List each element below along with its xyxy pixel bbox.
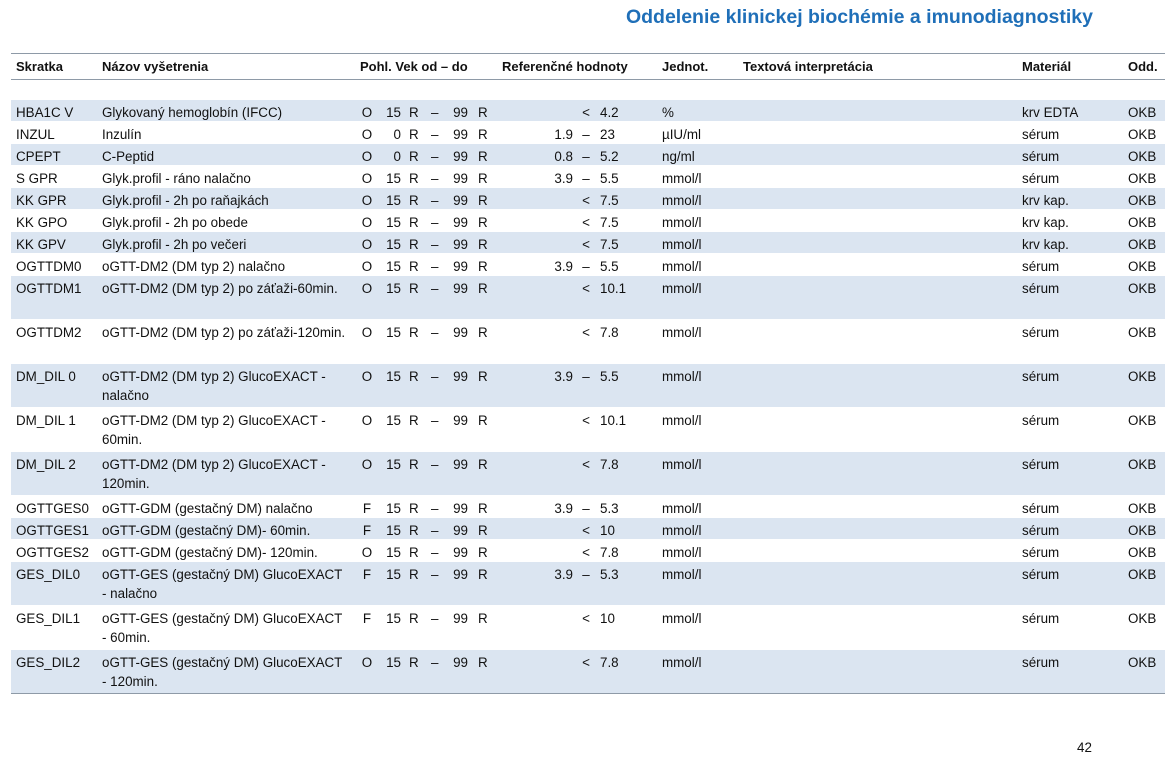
cell-age-to: 99 xyxy=(453,369,468,384)
table-row xyxy=(11,275,1165,319)
cell-age-to-unit: R xyxy=(478,215,488,230)
cell-age-to: 99 xyxy=(453,523,468,538)
cell-age-to-unit: R xyxy=(478,281,488,296)
cell-ref-low: 0.8 xyxy=(554,149,573,164)
cell-age-from-unit: R xyxy=(409,105,419,120)
table-row xyxy=(11,451,1165,495)
cell-abbr: GES_DIL0 xyxy=(16,567,81,582)
cell-age-from-unit: R xyxy=(409,567,419,582)
cell-ref-low: 3.9 xyxy=(554,567,573,582)
cell-ref-operator: < xyxy=(582,193,590,208)
cell-name: oGTT-DM2 (DM typ 2) po záťaži-60min. xyxy=(102,281,338,296)
cell-age-to-unit: R xyxy=(478,127,488,142)
cell-material: sérum xyxy=(1022,127,1060,142)
cell-age-to: 99 xyxy=(453,171,468,186)
cell-name: Inzulín xyxy=(102,127,142,142)
cell-age-from: 15 xyxy=(386,237,401,252)
cell-ref-operator: < xyxy=(582,105,590,120)
cell-abbr: GES_DIL1 xyxy=(16,611,81,626)
cell-unit: mmol/l xyxy=(662,457,702,472)
cell-unit: mmol/l xyxy=(662,567,702,582)
cell-abbr: KK GPO xyxy=(16,215,68,230)
cell-sex: O xyxy=(361,545,373,560)
cell-age-to-unit: R xyxy=(478,369,488,384)
cell-material: krv kap. xyxy=(1022,237,1069,252)
cell-age-to-unit: R xyxy=(478,655,488,670)
cell-unit: % xyxy=(662,105,674,120)
cell-material: sérum xyxy=(1022,523,1060,538)
cell-sex: O xyxy=(361,259,373,274)
cell-ref-operator: – xyxy=(582,127,590,142)
cell-age-to: 99 xyxy=(453,127,468,142)
col-header-name: Názov vyšetrenia xyxy=(102,59,209,74)
cell-age-dash: – xyxy=(431,501,439,516)
table-row xyxy=(11,517,1165,539)
cell-age-from-unit: R xyxy=(409,193,419,208)
cell-name: Glyk.profil - ráno nalačno xyxy=(102,171,251,186)
cell-age-from-unit: R xyxy=(409,281,419,296)
table-row xyxy=(11,209,1165,231)
cell-age-to-unit: R xyxy=(478,325,488,340)
cell-ref-operator: – xyxy=(582,149,590,164)
cell-age-to-unit: R xyxy=(478,457,488,472)
cell-material: krv kap. xyxy=(1022,193,1069,208)
cell-age-from-unit: R xyxy=(409,127,419,142)
cell-age-dash: – xyxy=(431,523,439,538)
cell-age-from-unit: R xyxy=(409,171,419,186)
cell-age-to: 99 xyxy=(453,237,468,252)
cell-ref-operator: < xyxy=(582,545,590,560)
cell-age-dash: – xyxy=(431,611,439,626)
cell-abbr: DM_DIL 0 xyxy=(16,369,76,384)
cell-unit: mmol/l xyxy=(662,193,702,208)
cell-ref-operator: < xyxy=(582,281,590,296)
cell-dept: OKB xyxy=(1128,193,1157,208)
cell-age-to-unit: R xyxy=(478,501,488,516)
cell-dept: OKB xyxy=(1128,127,1157,142)
cell-age-to-unit: R xyxy=(478,413,488,428)
cell-abbr: DM_DIL 1 xyxy=(16,413,76,428)
cell-sex: O xyxy=(361,281,373,296)
cell-ref-operator: < xyxy=(582,325,590,340)
cell-age-dash: – xyxy=(431,325,439,340)
cell-sex: O xyxy=(361,127,373,142)
cell-ref-operator: < xyxy=(582,457,590,472)
cell-ref-high: 10.1 xyxy=(600,413,627,428)
cell-dept: OKB xyxy=(1128,259,1157,274)
cell-ref-operator: – xyxy=(582,369,590,384)
cell-name: Glyk.profil - 2h po večeri xyxy=(102,237,247,252)
cell-dept: OKB xyxy=(1128,215,1157,230)
cell-ref-high: 7.5 xyxy=(600,237,619,252)
table-bottom-rule xyxy=(11,693,1165,694)
cell-sex: O xyxy=(361,149,373,164)
cell-ref-high: 5.5 xyxy=(600,171,619,186)
cell-age-from-unit: R xyxy=(409,523,419,538)
cell-age-dash: – xyxy=(431,237,439,252)
cell-sex: O xyxy=(361,413,373,428)
cell-material: krv kap. xyxy=(1022,215,1069,230)
cell-ref-high: 4.2 xyxy=(600,105,619,120)
cell-dept: OKB xyxy=(1128,457,1157,472)
cell-material: sérum xyxy=(1022,259,1060,274)
cell-name: oGTT-DM2 (DM typ 2) GlucoEXACT - nalačno xyxy=(102,369,326,403)
table-row xyxy=(11,649,1165,693)
cell-age-from: 15 xyxy=(386,171,401,186)
cell-age-from: 0 xyxy=(393,149,401,164)
cell-dept: OKB xyxy=(1128,149,1157,164)
col-header-text: Textová interpretácia xyxy=(743,59,873,74)
cell-abbr: KK GPV xyxy=(16,237,66,252)
cell-age-dash: – xyxy=(431,457,439,472)
cell-ref-low: 3.9 xyxy=(554,369,573,384)
cell-ref-high: 10 xyxy=(600,523,615,538)
cell-age-to-unit: R xyxy=(478,149,488,164)
cell-age-from-unit: R xyxy=(409,457,419,472)
cell-dept: OKB xyxy=(1128,545,1157,560)
page-number: 42 xyxy=(1077,740,1092,755)
cell-unit: mmol/l xyxy=(662,611,702,626)
cell-ref-high: 10.1 xyxy=(600,281,627,296)
col-header-ref: Referenčné hodnoty xyxy=(502,59,628,74)
table-row xyxy=(11,605,1165,649)
cell-ref-operator: < xyxy=(582,413,590,428)
cell-age-dash: – xyxy=(431,149,439,164)
cell-sex: O xyxy=(361,193,373,208)
cell-unit: mmol/l xyxy=(662,545,702,560)
cell-name: oGTT-GES (gestačný DM) GlucoEXACT - nalačno xyxy=(102,567,343,601)
cell-abbr: OGTTGES2 xyxy=(16,545,89,560)
cell-dept: OKB xyxy=(1128,237,1157,252)
cell-unit: mmol/l xyxy=(662,215,702,230)
cell-ref-high: 7.8 xyxy=(600,545,619,560)
cell-age-from: 15 xyxy=(386,655,401,670)
cell-sex: O xyxy=(361,215,373,230)
cell-ref-operator: < xyxy=(582,655,590,670)
cell-ref-high: 5.5 xyxy=(600,259,619,274)
cell-ref-operator: < xyxy=(582,237,590,252)
cell-abbr: KK GPR xyxy=(16,193,67,208)
page-title: Oddelenie klinickej biochémie a imunodiagnostiky xyxy=(625,6,1093,28)
cell-abbr: DM_DIL 2 xyxy=(16,457,76,472)
cell-abbr: CPEPT xyxy=(16,149,61,164)
cell-age-to: 99 xyxy=(453,259,468,274)
cell-name: oGTT-GES (gestačný DM) GlucoEXACT - 120min. xyxy=(102,655,343,689)
cell-age-dash: – xyxy=(431,413,439,428)
cell-name: oGTT-DM2 (DM typ 2) nalačno xyxy=(102,259,286,274)
cell-ref-operator: < xyxy=(582,611,590,626)
cell-sex: F xyxy=(362,501,372,516)
test-table xyxy=(11,53,1165,694)
cell-dept: OKB xyxy=(1128,611,1157,626)
cell-ref-high: 5.5 xyxy=(600,369,619,384)
cell-ref-operator: – xyxy=(582,567,590,582)
cell-unit: mmol/l xyxy=(662,281,702,296)
cell-material: sérum xyxy=(1022,545,1060,560)
cell-unit: mmol/l xyxy=(662,413,702,428)
cell-dept: OKB xyxy=(1128,171,1157,186)
col-header-dept: Odd. xyxy=(1128,59,1158,74)
cell-abbr: HBA1C V xyxy=(16,105,74,120)
header-spacer xyxy=(11,80,1165,99)
cell-name: Glyk.profil - 2h po obede xyxy=(102,215,248,230)
cell-sex: F xyxy=(362,567,372,582)
cell-age-to-unit: R xyxy=(478,193,488,208)
cell-age-to: 99 xyxy=(453,193,468,208)
cell-age-from: 15 xyxy=(386,611,401,626)
cell-ref-high: 7.5 xyxy=(600,193,619,208)
table-row xyxy=(11,407,1165,451)
cell-unit: mmol/l xyxy=(662,259,702,274)
cell-material: krv EDTA xyxy=(1022,105,1079,120)
cell-name: oGTT-GDM (gestačný DM)- 60min. xyxy=(102,523,311,538)
cell-sex: F xyxy=(362,523,372,538)
cell-unit: mmol/l xyxy=(662,369,702,384)
cell-sex: O xyxy=(361,369,373,384)
cell-age-from-unit: R xyxy=(409,501,419,516)
cell-age-dash: – xyxy=(431,215,439,230)
cell-age-dash: – xyxy=(431,369,439,384)
col-header-unit: Jednot. xyxy=(662,59,709,74)
cell-age-from: 15 xyxy=(386,259,401,274)
cell-ref-low: 3.9 xyxy=(554,171,573,186)
cell-name: oGTT-DM2 (DM typ 2) po záťaži-120min. xyxy=(102,325,346,340)
cell-sex: O xyxy=(361,457,373,472)
cell-dept: OKB xyxy=(1128,413,1157,428)
cell-abbr: OGTTDM0 xyxy=(16,259,82,274)
cell-age-from-unit: R xyxy=(409,325,419,340)
cell-unit: mmol/l xyxy=(662,237,702,252)
cell-abbr: OGTTDM2 xyxy=(16,325,82,340)
cell-dept: OKB xyxy=(1128,655,1157,670)
table-body xyxy=(11,99,1165,693)
cell-material: sérum xyxy=(1022,171,1060,186)
cell-name: C-Peptid xyxy=(102,149,155,164)
table-row xyxy=(11,165,1165,187)
cell-age-dash: – xyxy=(431,545,439,560)
cell-unit: mmol/l xyxy=(662,325,702,340)
cell-age-from: 15 xyxy=(386,501,401,516)
cell-age-from-unit: R xyxy=(409,237,419,252)
cell-age-to: 99 xyxy=(453,281,468,296)
cell-age-dash: – xyxy=(431,171,439,186)
cell-age-from: 15 xyxy=(386,105,401,120)
cell-age-to: 99 xyxy=(453,545,468,560)
cell-age-from: 15 xyxy=(386,215,401,230)
cell-abbr: OGTTGES0 xyxy=(16,501,89,516)
cell-age-to: 99 xyxy=(453,413,468,428)
cell-abbr: OGTTGES1 xyxy=(16,523,89,538)
cell-age-from: 15 xyxy=(386,567,401,582)
cell-age-from-unit: R xyxy=(409,369,419,384)
cell-ref-high: 7.8 xyxy=(600,325,619,340)
cell-age-from: 15 xyxy=(386,413,401,428)
cell-material: sérum xyxy=(1022,501,1060,516)
cell-age-from-unit: R xyxy=(409,655,419,670)
cell-material: sérum xyxy=(1022,567,1060,582)
col-header-material: Materiál xyxy=(1022,59,1072,74)
col-header-abbr: Skratka xyxy=(16,59,63,74)
cell-unit: mmol/l xyxy=(662,655,702,670)
cell-dept: OKB xyxy=(1128,523,1157,538)
cell-ref-operator: < xyxy=(582,215,590,230)
cell-ref-high: 23 xyxy=(600,127,615,142)
cell-name: Glyk.profil - 2h po raňajkách xyxy=(102,193,269,208)
cell-age-from-unit: R xyxy=(409,215,419,230)
cell-ref-high: 7.8 xyxy=(600,457,619,472)
cell-age-dash: – xyxy=(431,655,439,670)
cell-material: sérum xyxy=(1022,281,1060,296)
cell-age-dash: – xyxy=(431,193,439,208)
cell-name: oGTT-GDM (gestačný DM) nalačno xyxy=(102,501,313,516)
table-row xyxy=(11,539,1165,561)
cell-dept: OKB xyxy=(1128,501,1157,516)
table-header xyxy=(11,53,1165,80)
cell-sex: F xyxy=(362,611,372,626)
cell-abbr: OGTTDM1 xyxy=(16,281,82,296)
cell-material: sérum xyxy=(1022,149,1060,164)
cell-age-from-unit: R xyxy=(409,149,419,164)
cell-age-to: 99 xyxy=(453,105,468,120)
cell-age-from-unit: R xyxy=(409,611,419,626)
cell-ref-high: 7.5 xyxy=(600,215,619,230)
cell-age-to: 99 xyxy=(453,457,468,472)
cell-age-to-unit: R xyxy=(478,611,488,626)
cell-age-dash: – xyxy=(431,127,439,142)
table-row xyxy=(11,253,1165,275)
table-row xyxy=(11,319,1165,363)
cell-ref-high: 7.8 xyxy=(600,655,619,670)
cell-ref-high: 5.2 xyxy=(600,149,619,164)
table-row xyxy=(11,121,1165,143)
cell-unit: µIU/ml xyxy=(662,127,701,142)
table-row xyxy=(11,187,1165,209)
table-row xyxy=(11,99,1165,121)
cell-age-to: 99 xyxy=(453,611,468,626)
cell-dept: OKB xyxy=(1128,105,1157,120)
cell-material: sérum xyxy=(1022,413,1060,428)
cell-age-to-unit: R xyxy=(478,259,488,274)
cell-abbr: INZUL xyxy=(16,127,55,142)
cell-age-to-unit: R xyxy=(478,523,488,538)
cell-unit: mmol/l xyxy=(662,171,702,186)
cell-age-from-unit: R xyxy=(409,259,419,274)
cell-name: oGTT-DM2 (DM typ 2) GlucoEXACT - 120min. xyxy=(102,457,326,491)
cell-sex: O xyxy=(361,105,373,120)
cell-age-dash: – xyxy=(431,567,439,582)
cell-age-dash: – xyxy=(431,281,439,296)
cell-ref-low: 3.9 xyxy=(554,259,573,274)
cell-name: oGTT-DM2 (DM typ 2) GlucoEXACT - 60min. xyxy=(102,413,326,447)
cell-name: oGTT-GES (gestačný DM) GlucoEXACT - 60min. xyxy=(102,611,343,645)
cell-age-from: 15 xyxy=(386,523,401,538)
cell-sex: O xyxy=(361,237,373,252)
cell-material: sérum xyxy=(1022,655,1060,670)
table-row xyxy=(11,495,1165,517)
cell-age-to: 99 xyxy=(453,567,468,582)
cell-ref-low: 3.9 xyxy=(554,501,573,516)
cell-sex: O xyxy=(361,171,373,186)
cell-name: oGTT-GDM (gestačný DM)- 120min. xyxy=(102,545,318,560)
cell-age-from-unit: R xyxy=(409,545,419,560)
cell-dept: OKB xyxy=(1128,281,1157,296)
cell-age-to-unit: R xyxy=(478,237,488,252)
cell-age-to: 99 xyxy=(453,501,468,516)
cell-ref-high: 5.3 xyxy=(600,567,619,582)
cell-unit: mmol/l xyxy=(662,523,702,538)
cell-age-from: 15 xyxy=(386,193,401,208)
cell-age-from: 15 xyxy=(386,457,401,472)
cell-ref-high: 10 xyxy=(600,611,615,626)
cell-sex: O xyxy=(361,325,373,340)
cell-age-from: 15 xyxy=(386,369,401,384)
cell-material: sérum xyxy=(1022,325,1060,340)
cell-age-to-unit: R xyxy=(478,567,488,582)
cell-abbr: S GPR xyxy=(16,171,58,186)
cell-age-to: 99 xyxy=(453,325,468,340)
cell-unit: mmol/l xyxy=(662,501,702,516)
cell-dept: OKB xyxy=(1128,325,1157,340)
cell-ref-operator: – xyxy=(582,171,590,186)
table-row xyxy=(11,561,1165,605)
cell-dept: OKB xyxy=(1128,567,1157,582)
cell-sex: O xyxy=(361,655,373,670)
cell-age-from: 15 xyxy=(386,325,401,340)
cell-material: sérum xyxy=(1022,611,1060,626)
table-row xyxy=(11,363,1165,407)
cell-ref-high: 5.3 xyxy=(600,501,619,516)
cell-age-from-unit: R xyxy=(409,413,419,428)
cell-age-from: 15 xyxy=(386,545,401,560)
cell-age-to-unit: R xyxy=(478,105,488,120)
cell-unit: ng/ml xyxy=(662,149,695,164)
col-header-sex-age: Pohl. Vek od – do xyxy=(360,59,468,74)
cell-age-from: 0 xyxy=(393,127,401,142)
cell-age-dash: – xyxy=(431,105,439,120)
cell-dept: OKB xyxy=(1128,369,1157,384)
table-row xyxy=(11,231,1165,253)
cell-material: sérum xyxy=(1022,457,1060,472)
cell-abbr: GES_DIL2 xyxy=(16,655,81,670)
cell-age-dash: – xyxy=(431,259,439,274)
cell-age-to: 99 xyxy=(453,149,468,164)
table-row xyxy=(11,143,1165,165)
cell-age-to-unit: R xyxy=(478,545,488,560)
cell-ref-operator: < xyxy=(582,523,590,538)
cell-ref-operator: – xyxy=(582,259,590,274)
cell-ref-low: 1.9 xyxy=(554,127,573,142)
cell-age-from: 15 xyxy=(386,281,401,296)
cell-name: Glykovaný hemoglobín (IFCC) xyxy=(102,105,283,120)
cell-age-to: 99 xyxy=(453,655,468,670)
cell-age-to: 99 xyxy=(453,215,468,230)
cell-age-to-unit: R xyxy=(478,171,488,186)
cell-ref-operator: – xyxy=(582,501,590,516)
cell-material: sérum xyxy=(1022,369,1060,384)
